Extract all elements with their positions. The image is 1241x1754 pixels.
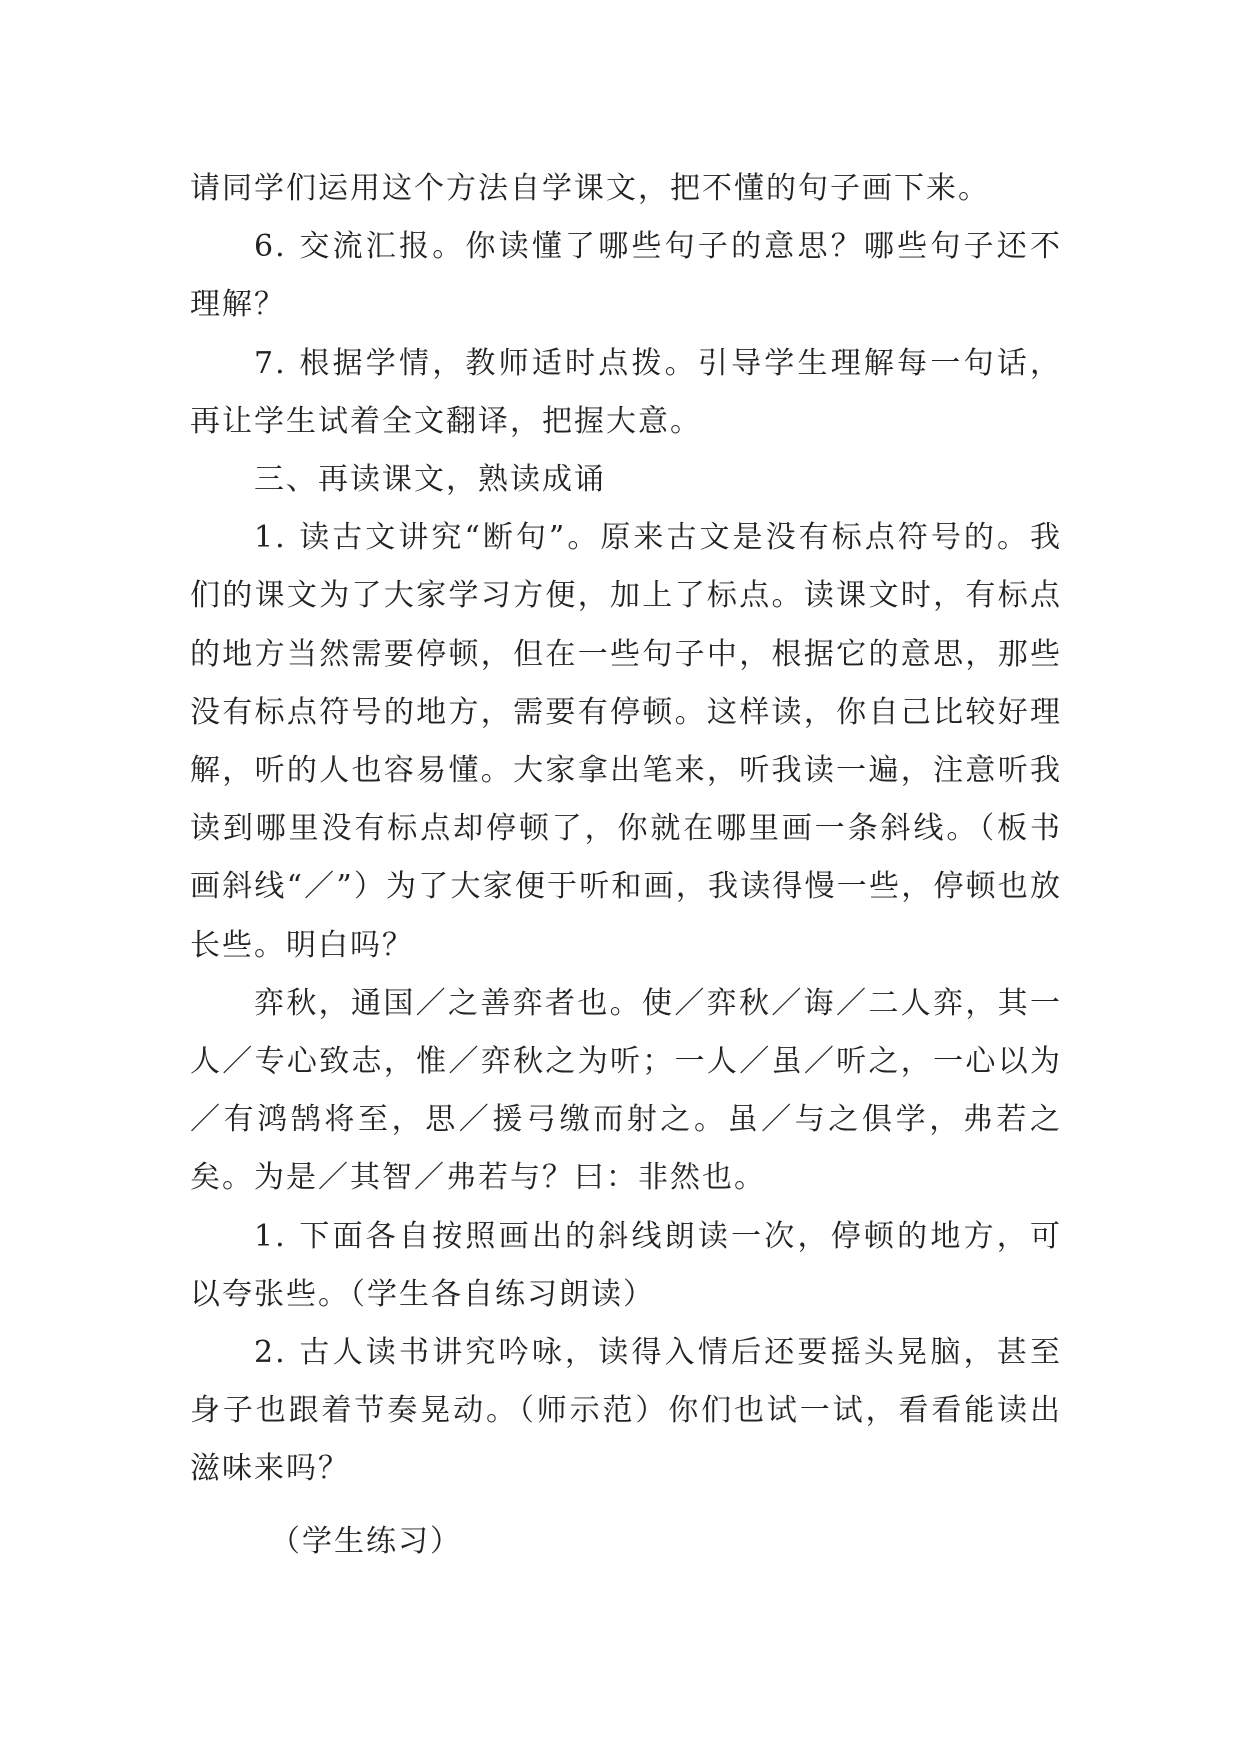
paragraph-step-7: 7. 根据学情，教师适时点拨。引导学生理解每一句话，再让学生试着全文翻译，把握大意。 [190, 345, 1062, 439]
paragraph-practice-1: 1. 下面各自按照画出的斜线朗读一次，停顿的地方，可以夸张些。（学生各自练习朗读） [190, 1218, 1062, 1312]
paragraph-classical-text: 弈秋，通国／之善弈者也。使／弈秋／诲／二人弈，其一人／专心致志，惟／弈秋之为听；一人／虽／听之，一心以为／有鸿鹄将至，思／援弓缴而射之。虽／与之俱学，弗若之矣。为是／其智／弗若与？曰：非然也。 [190, 985, 1062, 1196]
paragraph-student-practice: （学生练习） [270, 1523, 462, 1559]
document-body [190, 160, 1062, 1571]
paragraph-sentence-breaks: 1. 读古文讲究“断句”。原来古文是没有标点符号的。我们的课文为了大家学习方便，加上了标点。读课文时，有标点的地方当然需要停顿，但在一些句子中，根据它的意思，那些没有标点符号的地方，需要有停顿。这样读，你自己比较好理解，听的人也容易懂。大家拿出笔来，听我读一遍，注意听我读到哪里没有标点却停顿了，你就在哪里画一条斜线。（板书画斜线“／”）为了大家便于听和画，我读得慢一些，停顿也放长些。明白吗？ [190, 520, 1062, 963]
paragraph-practice-2: 2. 古人读书讲究吟咏，读得入情后还要摇头晃脑，甚至身子也跟着节奏晃动。（师示范）你们也试一试，看看能读出滋味来吗？ [190, 1335, 1062, 1487]
paragraph-continued: 请同学们运用这个方法自学课文，把不懂的句子画下来。 [190, 171, 990, 206]
paragraph-step-6: 6. 交流汇报。你读懂了哪些句子的意思？哪些句子还不理解？ [190, 229, 1062, 323]
section-heading-3: 三、再读课文，熟读成诵 [254, 462, 606, 498]
